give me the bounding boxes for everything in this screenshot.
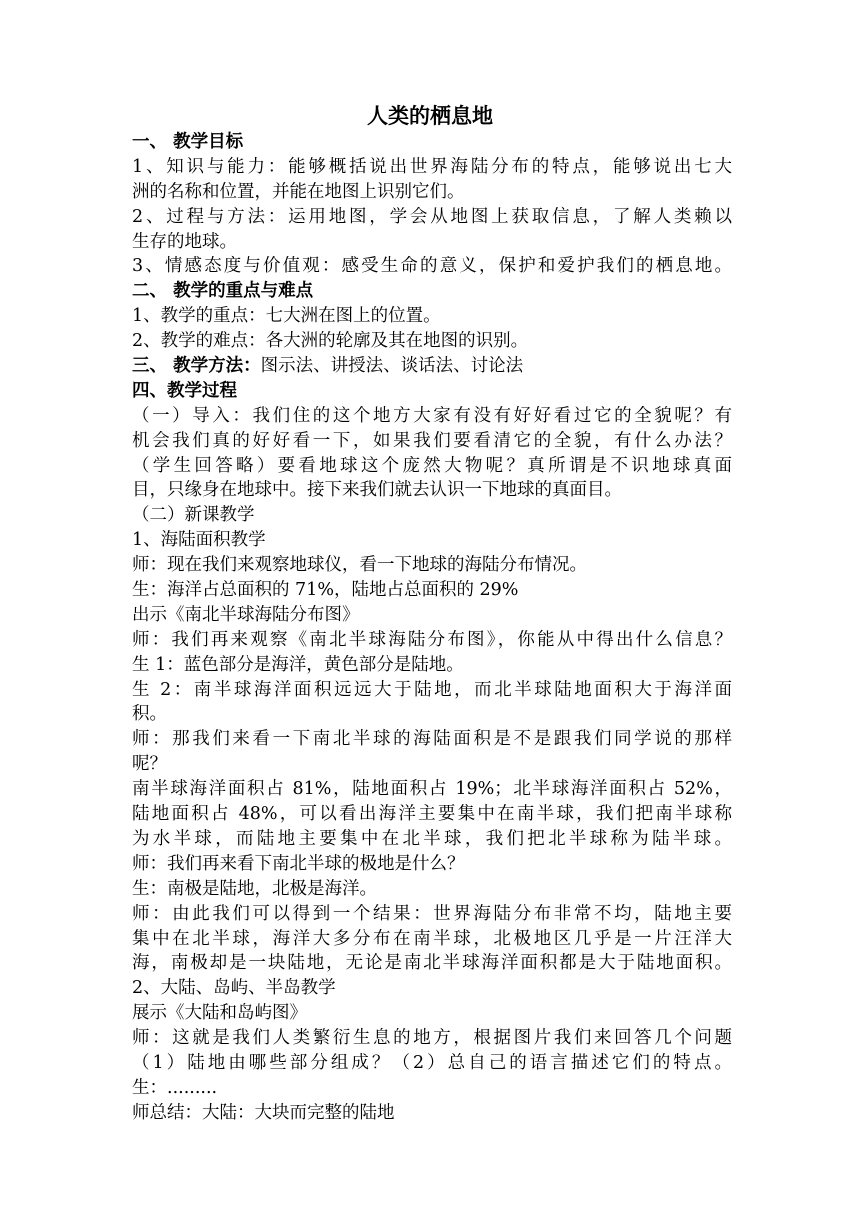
line-text: 师：我们再来看下南北半球的极地是什么？ (132, 853, 465, 874)
line-text: 师：那我们来看一下南北半球的海陆面积是不是跟我们同学说的那样 (132, 729, 732, 750)
line-text: 生 1：蓝色部分是海洋，黄色部分是陆地。 (132, 654, 464, 675)
paragraph-line (132, 230, 732, 255)
line-text: 展示《大陆和岛屿图》 (132, 1003, 307, 1024)
paragraph-line (132, 205, 732, 230)
line-text: （学生回答略）要看地球这个庞然大物呢？真所谓是不识地球真面 (132, 455, 732, 476)
paragraph-line (132, 155, 732, 180)
paragraph-line (132, 304, 732, 329)
line-text: 生：......... (132, 1077, 218, 1098)
line-text: 四、教学过程 (132, 380, 237, 401)
paragraph-line (132, 927, 732, 952)
paragraph-line (132, 827, 732, 852)
line-text: 3、情感态度与价值观：感受生命的意义，保护和爱护我们的栖息地。 (132, 256, 732, 277)
paragraph-line (132, 578, 732, 603)
line-text: 南半球海洋面积占 81%，陆地面积占 19%；北半球海洋面积占 52%， (132, 779, 732, 800)
paragraph-line (132, 1101, 732, 1126)
paragraph-line (132, 329, 732, 354)
paragraph-line (132, 678, 732, 703)
line-text: 呢？ (132, 754, 167, 775)
line-text: 师总结：大陆：大块而完整的陆地 (132, 1102, 395, 1123)
paragraph-line (132, 254, 732, 279)
line-text: 师：这就是我们人类繁衍生息的地方，根据图片我们来回答几个问题 (132, 1028, 732, 1049)
paragraph-line (132, 404, 732, 429)
paragraph-line (132, 653, 732, 678)
line-text: 出示《南北半球海陆分布图》 (132, 604, 360, 625)
line-text: 2、大陆、岛屿、半岛教学 (132, 978, 336, 999)
paragraph-line (132, 777, 732, 802)
line-text: 师：由此我们可以得到一个结果：世界海陆分布非常不均，陆地主要 (132, 903, 732, 924)
line-text: （1）陆地由哪些部分组成？（2）总自己的语言描述它们的特点。 (132, 1052, 732, 1073)
section-heading (132, 130, 732, 155)
line-text: 生 2：南半球海洋面积远远大于陆地，而北半球陆地面积大于海洋面 (132, 679, 732, 700)
paragraph-line (132, 752, 732, 777)
paragraph-line (132, 852, 732, 877)
line-text: 为水半球，而陆地主要集中在北半球，我们把北半球称为陆半球。 (132, 828, 732, 849)
document-body (132, 130, 732, 1126)
line-text: 积。 (132, 704, 167, 725)
section-heading (132, 279, 732, 304)
paragraph-line (132, 951, 732, 976)
paragraph-line (132, 727, 732, 752)
line-text: 海，南极却是一块陆地，无论是南北半球海洋面积都是大于陆地面积。 (132, 953, 732, 974)
line-text: 生存的地球。 (132, 231, 237, 252)
paragraph-line (132, 1026, 732, 1051)
line-text: 一、 教学目标 (132, 132, 244, 152)
line-text: 2、教学的难点：各大洲的轮廓及其在地图的识别。 (132, 331, 529, 352)
paragraph-line (132, 628, 732, 653)
line-text: 生：海洋占总面积的 71%，陆地占总面积的 29% (132, 580, 519, 601)
line-text: 机会我们真的好好看一下，如果我们要看清它的全貌，有什么办法？ (132, 430, 732, 451)
line-text: 生：南极是陆地，北极是海洋。 (132, 878, 377, 899)
paragraph-line (132, 603, 732, 628)
paragraph-line (132, 454, 732, 479)
line-text: 陆地面积占 48%，可以看出海洋主要集中在南半球，我们把南半球称 (132, 804, 732, 825)
paragraph-line (132, 976, 732, 1001)
line-text: 1、教学的重点：七大洲在图上的位置。 (132, 306, 441, 327)
paragraph-line (132, 503, 732, 528)
paragraph-line (132, 429, 732, 454)
section-heading (132, 354, 732, 379)
line-text: 师：现在我们来观察地球仪，看一下地球的海陆分布情况。 (132, 555, 587, 576)
line-text: （一）导入：我们住的这个地方大家有没有好好看过它的全貌呢？有 (132, 405, 732, 426)
paragraph-line (132, 528, 732, 553)
paragraph-line (132, 1051, 732, 1076)
line-text: 二、 教学的重点与难点 (132, 281, 314, 302)
line-text: 洲的名称和位置，并能在地图上识别它们。 (132, 181, 465, 202)
line-text: 集中在北半球，海洋大多分布在南半球，北极地区几乎是一片汪洋大 (132, 928, 732, 949)
paragraph-line (132, 702, 732, 727)
line-text: 1、海陆面积教学 (132, 530, 266, 551)
paragraph-line (132, 1076, 732, 1101)
paragraph-line (132, 902, 732, 927)
paragraph-line (132, 877, 732, 902)
paragraph-line (132, 478, 732, 503)
section-heading (132, 379, 732, 404)
paragraph-line (132, 180, 732, 205)
paragraph-line (132, 1001, 732, 1026)
line-text: 师：我们再来观察《南北半球海陆分布图》，你能从中得出什么信息？ (132, 629, 732, 650)
paragraph-line (132, 553, 732, 578)
line-text: 三、 教学方法： (132, 356, 261, 377)
line-text: （二）新课教学 (132, 505, 255, 526)
page-title: 人类的栖息地 (367, 104, 493, 128)
line-text-rest: 图示法、讲授法、谈话法、讨论法 (260, 356, 524, 377)
line-text: 1、知识与能力：能够概括说出世界海陆分布的特点，能够说出七大 (132, 156, 732, 177)
paragraph-line (132, 802, 732, 827)
line-text: 2、过程与方法：运用地图，学会从地图上获取信息，了解人类赖以 (132, 206, 732, 227)
line-text: 目，只缘身在地球中。接下来我们就去认识一下地球的真面目。 (132, 480, 622, 501)
